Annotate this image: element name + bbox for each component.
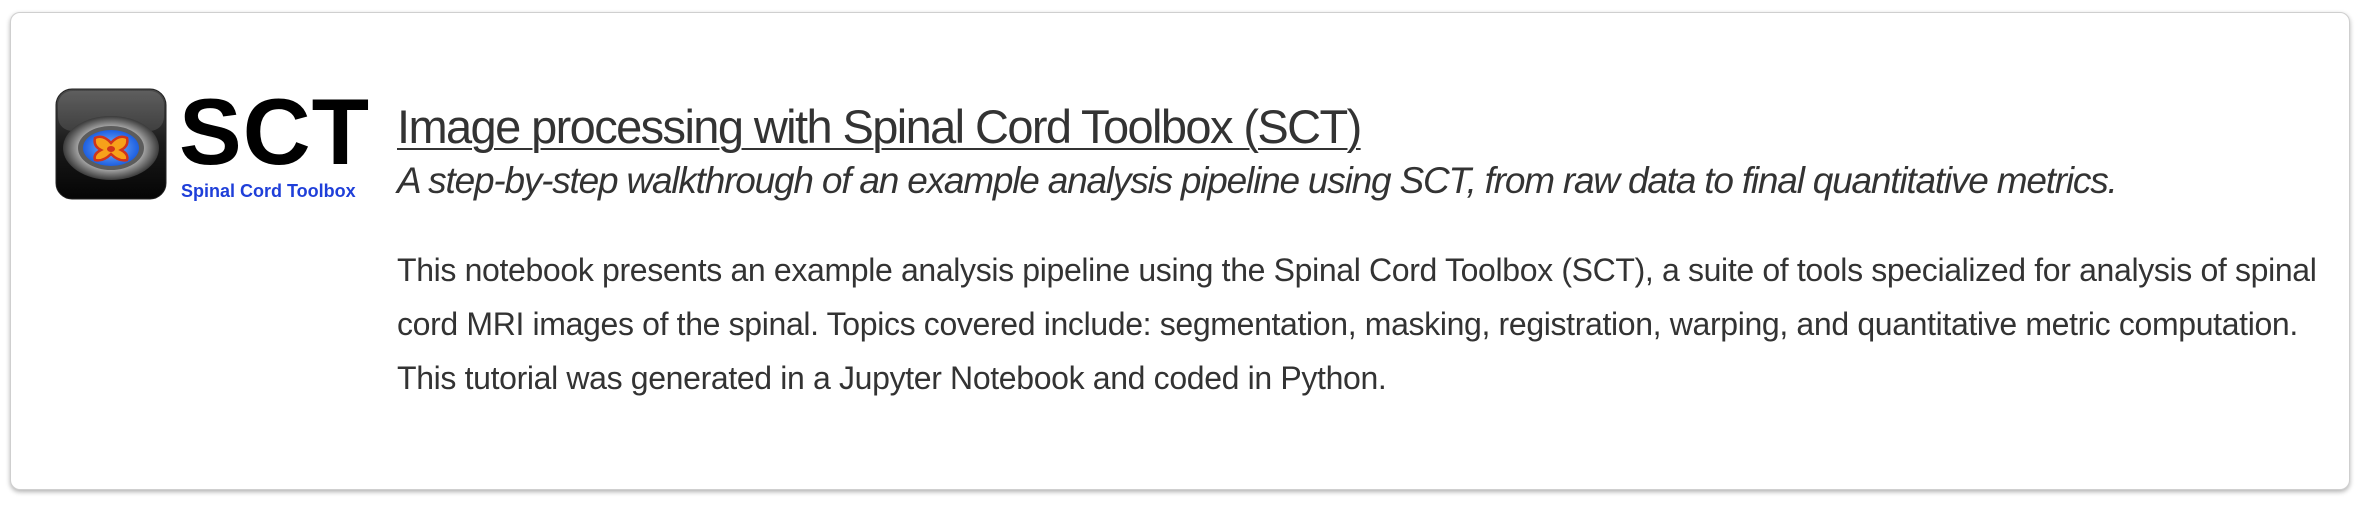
tutorial-subtitle: A step-by-step walkthrough of an example analysis pipeline using SCT, from raw data to final quantitative metrics. [397,160,2117,201]
spinal-cord-mri-icon [55,88,167,200]
logo-subtext: Spinal Cord Toolbox [181,181,356,201]
tutorial-card [10,12,2350,490]
card-content [397,99,2327,405]
logo-wordmark: SCT [179,79,370,184]
sct-logo[interactable] [55,79,370,208]
tutorial-description: This notebook presents an example analysis pipeline using the Spinal Cord Toolbox (SCT), a suite of tools specialized for analysis of spinal cord MRI images of the spinal. Topics covered include: segmentation, masking, registration, warping, and quantitative metric computation. This tutorial was generated in a Jupyter Notebook and coded in Python. [397,252,2317,396]
tutorial-title-link[interactable]: Image processing with Spinal Cord Toolbox (SCT) [397,100,1361,153]
